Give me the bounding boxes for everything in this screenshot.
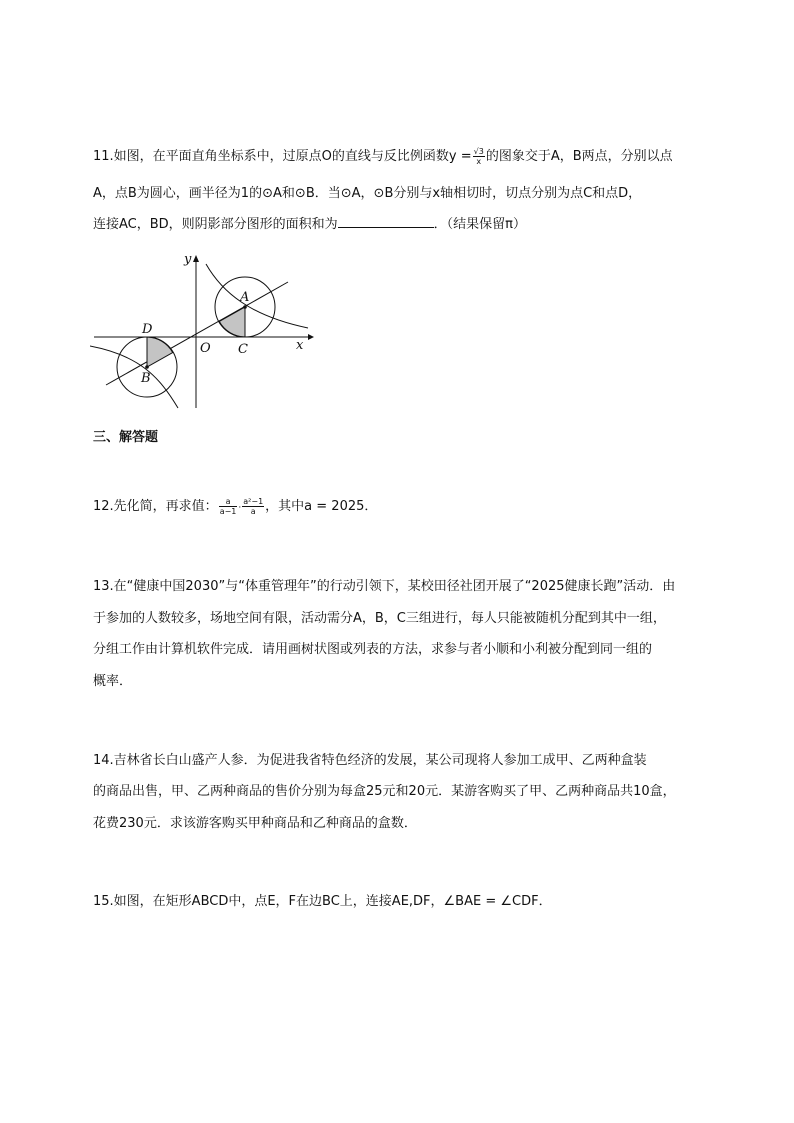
label-x: x: [296, 338, 304, 353]
q12-frac2-den: a: [250, 507, 256, 516]
q12-fraction-2: [242, 497, 264, 516]
q11-frac-num: √3: [473, 147, 484, 156]
answer-blank: [338, 215, 434, 228]
label-C: C: [238, 342, 248, 357]
q11-line-3: [93, 215, 526, 234]
q14-line-2: 的商品出售，甲、乙两种商品的售价分别为每盒25元和20元．某游客购买了甲、乙两种商品共10盒，: [93, 784, 676, 799]
q11-function-fraction: [473, 147, 485, 166]
label-y: y: [184, 252, 192, 267]
line-through-origin: [106, 282, 288, 385]
q12-suffix: ，其中a = 2025．: [265, 499, 378, 514]
q12-fraction-1: [219, 497, 238, 516]
q12-line: [93, 497, 377, 517]
q13-line-1: 13.在“健康中国2030”与“体重管理年”的行动引领下，某校田径社团开展了“2025健康长跑”活动．由: [93, 579, 676, 594]
q11-text-3b: ．（结果保留π）: [433, 217, 526, 232]
q12-frac1-num: a: [219, 497, 238, 507]
q13-line-2: 于参加的人数较多，场地空间有限，活动需分A，B，C三组进行，每人只能被随机分配到其中一组，: [93, 611, 666, 626]
point-A-dot: [243, 305, 247, 309]
circle-symbol-icon: ⊙: [373, 186, 385, 201]
q12-prefix: 12.先化简，再求值：: [93, 499, 218, 514]
q13-line-3: 分组工作由计算机软件完成．请用画树状图或列表的方法，求参与者小顺和小利被分配到同一组的: [93, 642, 653, 657]
x-axis-arrow-icon: [308, 334, 314, 340]
q11-text-2b: A和: [273, 186, 295, 201]
section-3-title: 三、解答题: [93, 430, 159, 445]
q11-text-1b: 的图象交于A，B两点，分别以点: [485, 149, 673, 164]
circle-symbol-icon: ⊙: [294, 186, 306, 201]
circle-symbol-icon: ⊙: [340, 186, 352, 201]
shaded-sector-B: [147, 337, 173, 367]
q11-text-2d: A，: [351, 186, 374, 201]
q11-figure: [90, 248, 320, 413]
q11-text-2c: B．当: [305, 186, 341, 201]
q11-line-2: [93, 185, 641, 203]
q12-frac2-num: a²−1: [243, 497, 264, 506]
label-O: O: [200, 341, 211, 356]
hyperbola-branch-1: [206, 264, 308, 328]
q13-line-4: 概率．: [93, 674, 133, 689]
circle-symbol-icon: ⊙: [262, 186, 273, 201]
y-axis-arrow-icon: [193, 255, 199, 262]
q11-text-2a: A，点B为圆心，画半径为1的: [93, 186, 263, 201]
label-A: A: [240, 290, 250, 305]
q11-text-2e: B分别与x轴相切时，切点分别为点C和点D，: [384, 186, 642, 201]
shaded-sector-A: [219, 307, 245, 337]
q11-text-1a: 11.如图，在平面直角坐标系中，过原点O的直线与反比例函数y =: [93, 149, 472, 164]
q12-operator: ·: [238, 503, 242, 513]
point-B-dot: [145, 365, 149, 369]
q11-text-3a: 连接AC，BD，则阴影部分图形的面积和为: [93, 217, 338, 232]
q14-line-3: 花费230元．求该游客购买甲种商品和乙种商品的盒数．: [93, 816, 417, 831]
label-D: D: [142, 322, 153, 337]
label-B: B: [141, 371, 151, 386]
q11-frac-den: x: [476, 157, 482, 166]
q14-line-1: 14.吉林省长白山盛产人参．为促进我省特色经济的发展，某公司现将人参加工成甲、乙两种盒装: [93, 753, 647, 768]
q15-line-1: 15.如图，在矩形ABCD中，点E，F在边BC上，连接AE,DF，∠BAE = ∠CDF．: [93, 894, 552, 909]
q12-frac1-den: a−1: [219, 507, 237, 516]
q11-line-1: [93, 147, 673, 166]
